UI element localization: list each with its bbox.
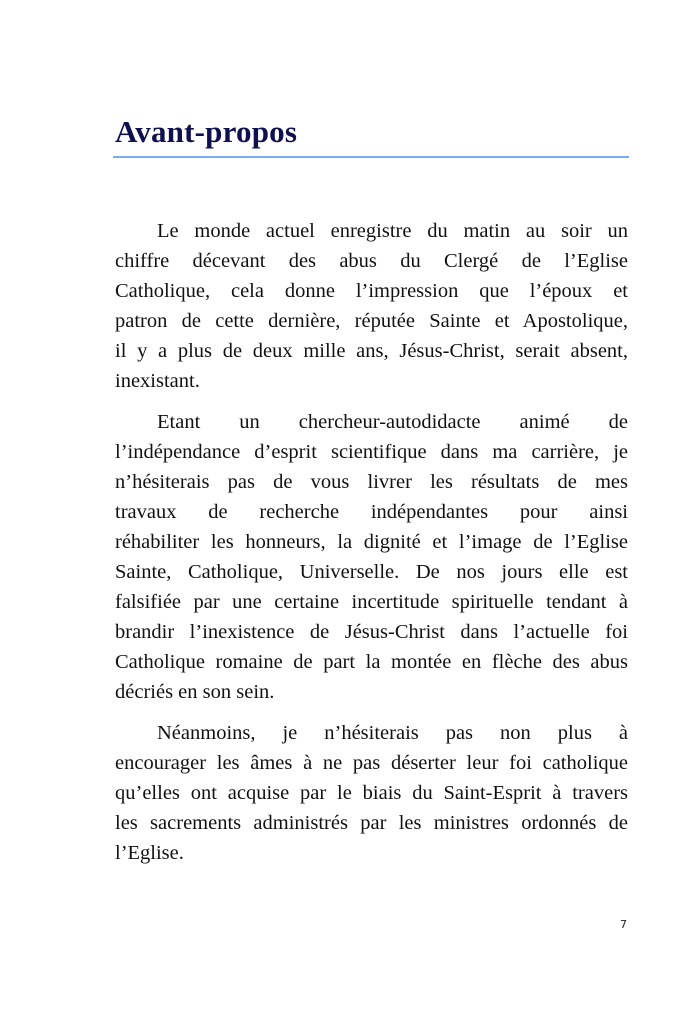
text-line: inexistant. [115, 370, 200, 392]
text-line: l’Eglise. [115, 842, 184, 864]
paragraph [115, 407, 628, 707]
page-title: Avant-propos [115, 114, 298, 149]
text-line: décriés en son sein. [115, 681, 275, 703]
text-line: il y a plus de deux mille ans, Jésus-Christ, serait absent, [115, 340, 628, 362]
page-number: 7 [620, 918, 627, 931]
text-line: Catholique romaine de part la montée en flèche des abus [115, 651, 628, 673]
text-line: n’hésiterais pas de vous livrer les résultats de mes [115, 471, 628, 493]
text-line: patron de cette dernière, réputée Sainte et Apostolique, [115, 310, 628, 332]
paragraph [115, 718, 628, 868]
title-underline [113, 156, 629, 158]
text-line: Sainte, Catholique, Universelle. De nos jours elle est [115, 561, 628, 583]
text-line: chiffre décevant des abus du Clergé de l’Eglise [115, 250, 628, 272]
text-line: travaux de recherche indépendantes pour ainsi [115, 501, 628, 523]
text-line: qu’elles ont acquise par le biais du Saint-Esprit à travers [115, 782, 628, 804]
text-line: Le monde actuel enregistre du matin au soir un [157, 220, 628, 242]
paragraph [115, 216, 628, 396]
text-line: Néanmoins, je n’hésiterais pas non plus à [157, 722, 628, 744]
text-line: encourager les âmes à ne pas déserter leur foi catholique [115, 752, 628, 774]
text-line: réhabiliter les honneurs, la dignité et l’image de l’Eglise [115, 531, 628, 553]
text-line: brandir l’inexistence de Jésus-Christ dans l’actuelle foi [115, 621, 628, 643]
text-line: falsifiée par une certaine incertitude spirituelle tendant à [115, 591, 628, 613]
text-line: Etant un chercheur-autodidacte animé de [157, 411, 628, 433]
text-line: Catholique, cela donne l’impression que l’époux et [115, 280, 628, 302]
text-line: les sacrements administrés par les ministres ordonnés de [115, 812, 628, 834]
text-line: l’indépendance d’esprit scientifique dans ma carrière, je [115, 441, 628, 463]
body-text [115, 216, 628, 879]
